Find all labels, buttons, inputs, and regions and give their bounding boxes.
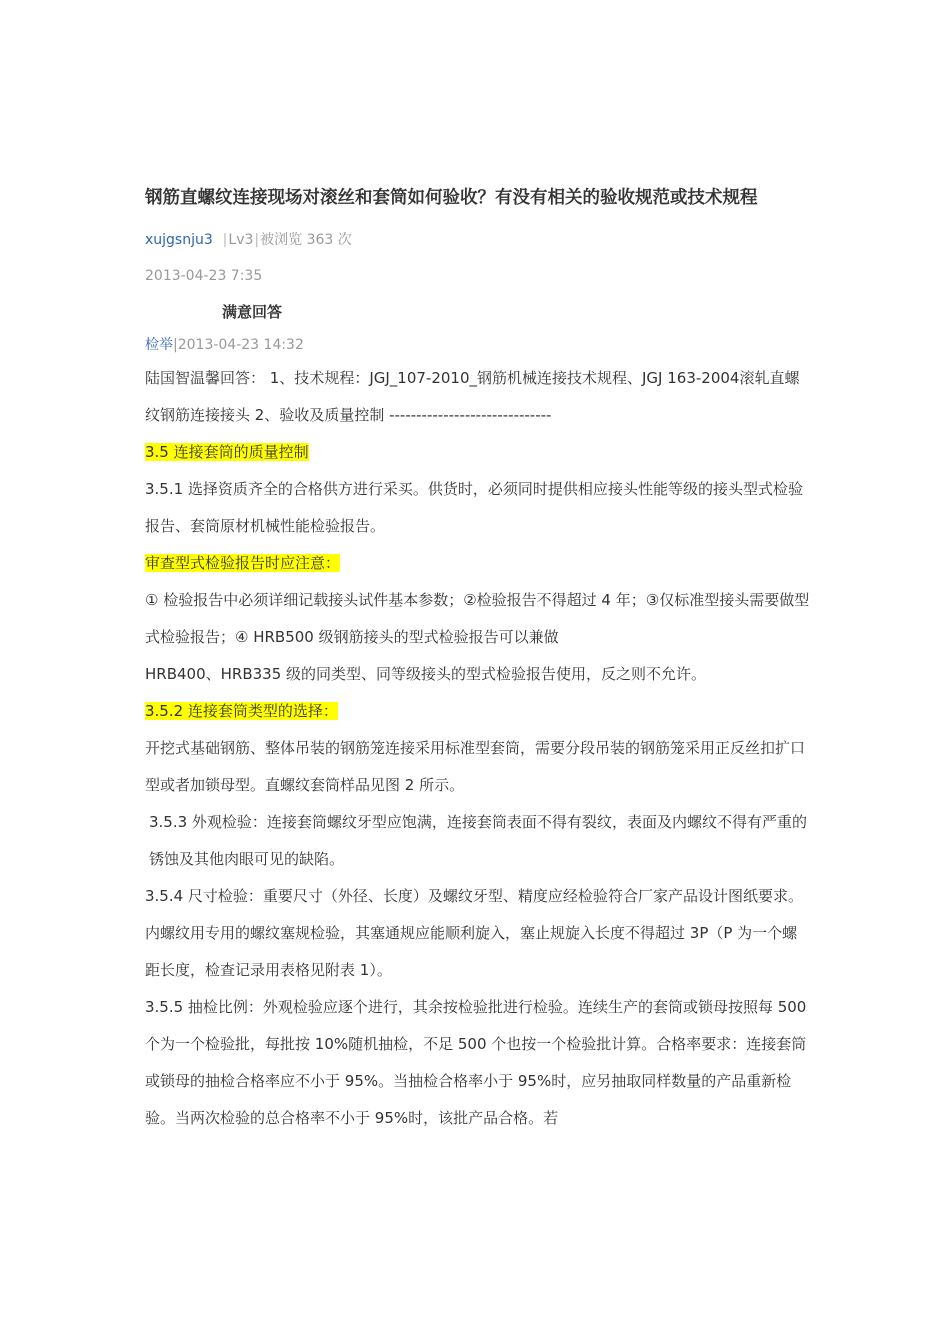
- answer-heading: 满意回答: [222, 303, 283, 321]
- answer-paragraph: 3.5.1 选择资质齐全的合格供方进行采买。供货时，必须同时提供相应接头性能等级的接头型式检验报告、套筒原材机械性能检验报告。: [145, 480, 803, 535]
- view-count: 被浏览 363 次: [260, 232, 352, 248]
- answer-paragraph: [145, 434, 810, 471]
- document-page: [145, 180, 810, 1137]
- question-meta: [145, 230, 810, 250]
- answer-paragraph: 3.5.5 抽检比例：外观检验应逐个进行，其余按检验批进行检验。连续生产的套筒或锁母按照每 500 个为一个检验批，每批按 10%随机抽检，不足 500 个也按一个检验批计算。合格率要求：连接套筒或锁母的抽检合格率应不小于 95%。当抽检合格率小于 95%时，应另抽取同样数量的产品重新检验。当两次检验的总合格率不小于 95%时，该批产品合格。若: [145, 998, 807, 1127]
- answer-paragraph: [145, 693, 810, 730]
- user-link[interactable]: xujgsnju3: [145, 232, 213, 248]
- answer-paragraph: 3.5.3 外观检验：连接套筒螺纹牙型应饱满，连接套筒表面不得有裂纹，表面及内螺纹不得有严重的锈蚀及其他肉眼可见的缺陷。: [149, 813, 807, 868]
- separator: |: [218, 232, 228, 248]
- user-level: Lv3: [228, 232, 254, 248]
- answer-body: [145, 360, 810, 1137]
- answer-meta: [145, 335, 810, 355]
- answer-paragraph: HRB400、HRB335 级的同类型、同等级接头的型式检验报告使用，反之则不允许。: [145, 665, 707, 683]
- question-date: 2013-04-23 7:35: [145, 268, 263, 284]
- answer-paragraph: 开挖式基础钢筋、整体吊装的钢筋笼连接采用标准型套筒，需要分段吊装的钢筋笼采用正反丝扣扩口型或者加锁母型。直螺纹套筒样品见图 2 所示。: [145, 739, 806, 794]
- separator: |: [254, 232, 260, 248]
- separator: |: [173, 337, 178, 353]
- highlighted-heading: 审查型式检验报告时应注意：: [145, 554, 341, 572]
- question-title: 钢筋直螺纹连接现场对滚丝和套筒如何验收？有没有相关的验收规范或技术规程: [145, 188, 758, 208]
- highlighted-heading: 3.5 连接套筒的质量控制: [145, 443, 309, 461]
- highlighted-heading: 3.5.2 连接套筒类型的选择：: [145, 702, 338, 720]
- answer-paragraph: 陆国智温馨回答： 1、技术规程：JGJ_107-2010_钢筋机械连接技术规程、JGJ 163-2004滚轧直螺纹钢筋连接接头 2、验收及质量控制 ------------------------------: [145, 369, 800, 424]
- answer-date: 2013-04-23 14:32: [177, 337, 304, 353]
- answer-paragraph: 3.5.4 尺寸检验：重要尺寸（外径、长度）及螺纹牙型、精度应经检验符合厂家产品设计图纸要求。内螺纹用专用的螺纹塞规检验，其塞通规应能顺利旋入，塞止规旋入长度不得超过 3P（P 为一个螺距长度，检查记录用表格见附表 1）。: [145, 887, 803, 979]
- report-link[interactable]: 检举: [145, 337, 173, 353]
- answer-paragraph: [145, 545, 810, 582]
- answer-paragraph: ① 检验报告中必须详细记载接头试件基本参数；②检验报告不得超过 4 年；③仅标准型接头需要做型式检验报告；④ HRB500 级钢筋接头的型式检验报告可以兼做: [145, 591, 810, 646]
